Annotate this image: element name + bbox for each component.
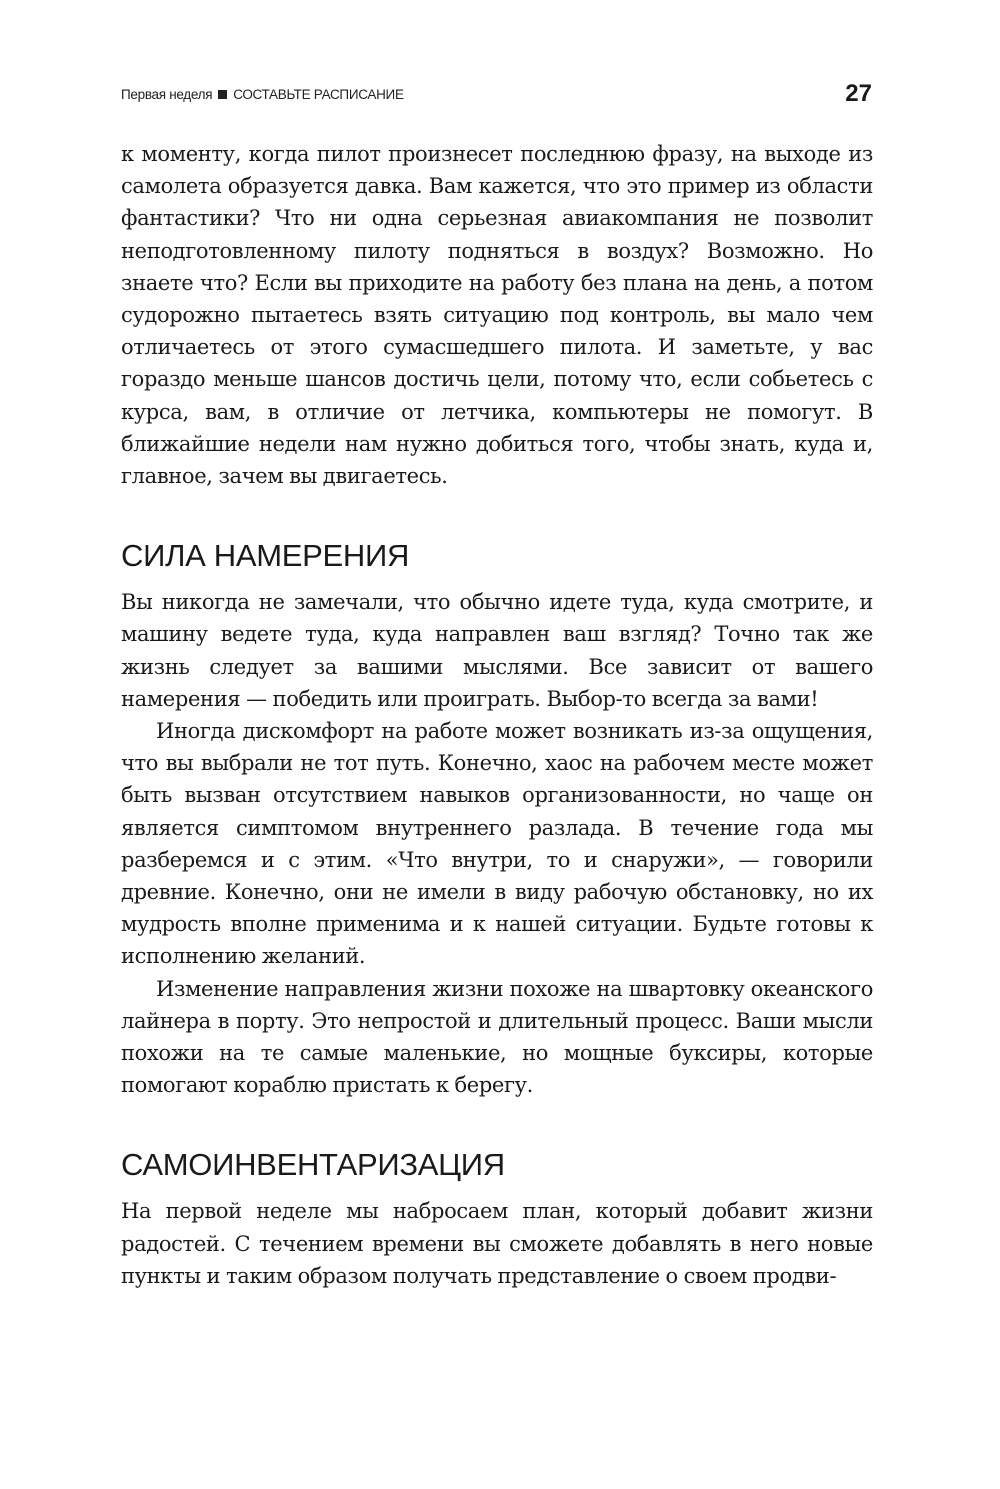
section1-paragraph-3: Изменение направления жизни похоже на швартовку океанского лайнера в порту. Это непростой и длительный процесс. Ваши мысли похожи на те самые маленькие, но мощные буксиры, которые помогают кораблю пристать к берегу. <box>121 976 873 1098</box>
section2-paragraph-1: На первой неделе мы набросаем план, который добавит жизни радостей. С течением времени вы сможете добавлять в него новые пункты и таким образом получать представление о своем продви- <box>121 1199 873 1288</box>
header-breadcrumb <box>121 87 404 102</box>
section1-paragraph-1: Вы никогда не замечали, что обычно идете туда, куда смотрите, и машину ведете туда, куда направлен ваш взгляд? Точно так же жизнь следует за вашими мыслями. Все зависит от вашего намерения — победить или проиграть. Выбор-то всегда за вами! <box>121 590 873 711</box>
section1-paragraph-2: Иногда дискомфорт на работе может возникать из-за ощущения, что вы выбрали не тот путь. Конечно, хаос на рабочем месте может быть вызван отсутствием навыков организованности, но чаще он является симптомом внутреннего разлада. В течение года мы разберемся и с этим. «Что внутри, то и снаружи», — говорили древние. Конечно, они не имели в виду рабочую обстановку, но их мудрость вполне применима и к нашей ситуации. Будьте готовы к исполнению желаний. <box>121 719 873 969</box>
running-header <box>121 74 872 114</box>
page-body <box>121 138 873 1292</box>
square-bullet-icon <box>218 90 227 99</box>
header-chapter: Первая неделя <box>121 86 213 102</box>
intro-paragraph: к моменту, когда пилот произнесет последнюю фразу, на выходе из самолета образуется давка. Вам кажется, что это пример из области фантастики? Что ни одна серьезная авиакомпания не позволит неподготовленному пилоту подняться в воздух? Возможно. Но знаете что? Если вы приходите на работу без плана на день, а потом судорожно пытаетесь взять ситуацию под контроль, вы мало чем отличаетесь от этого сумасшедшего пилота. И заметьте, у вас гораздо меньше шансов достичь цели, потому что, если собьетесь с курса, вам, в отличие от летчика, компьютеры не помогут. В ближайшие недели нам нужно добиться того, чтобы знать, куда и, главное, зачем вы двигаетесь. <box>121 142 873 489</box>
header-section: СОСТАВЬТЕ РАСПИСАНИЕ <box>233 86 404 102</box>
section-heading-intention: СИЛА НАМЕРЕНИЯ <box>121 538 410 574</box>
section-heading-self-inventory: САМОИНВЕНТАРИЗАЦИЯ <box>121 1147 505 1183</box>
page-number: 27 <box>845 80 872 107</box>
